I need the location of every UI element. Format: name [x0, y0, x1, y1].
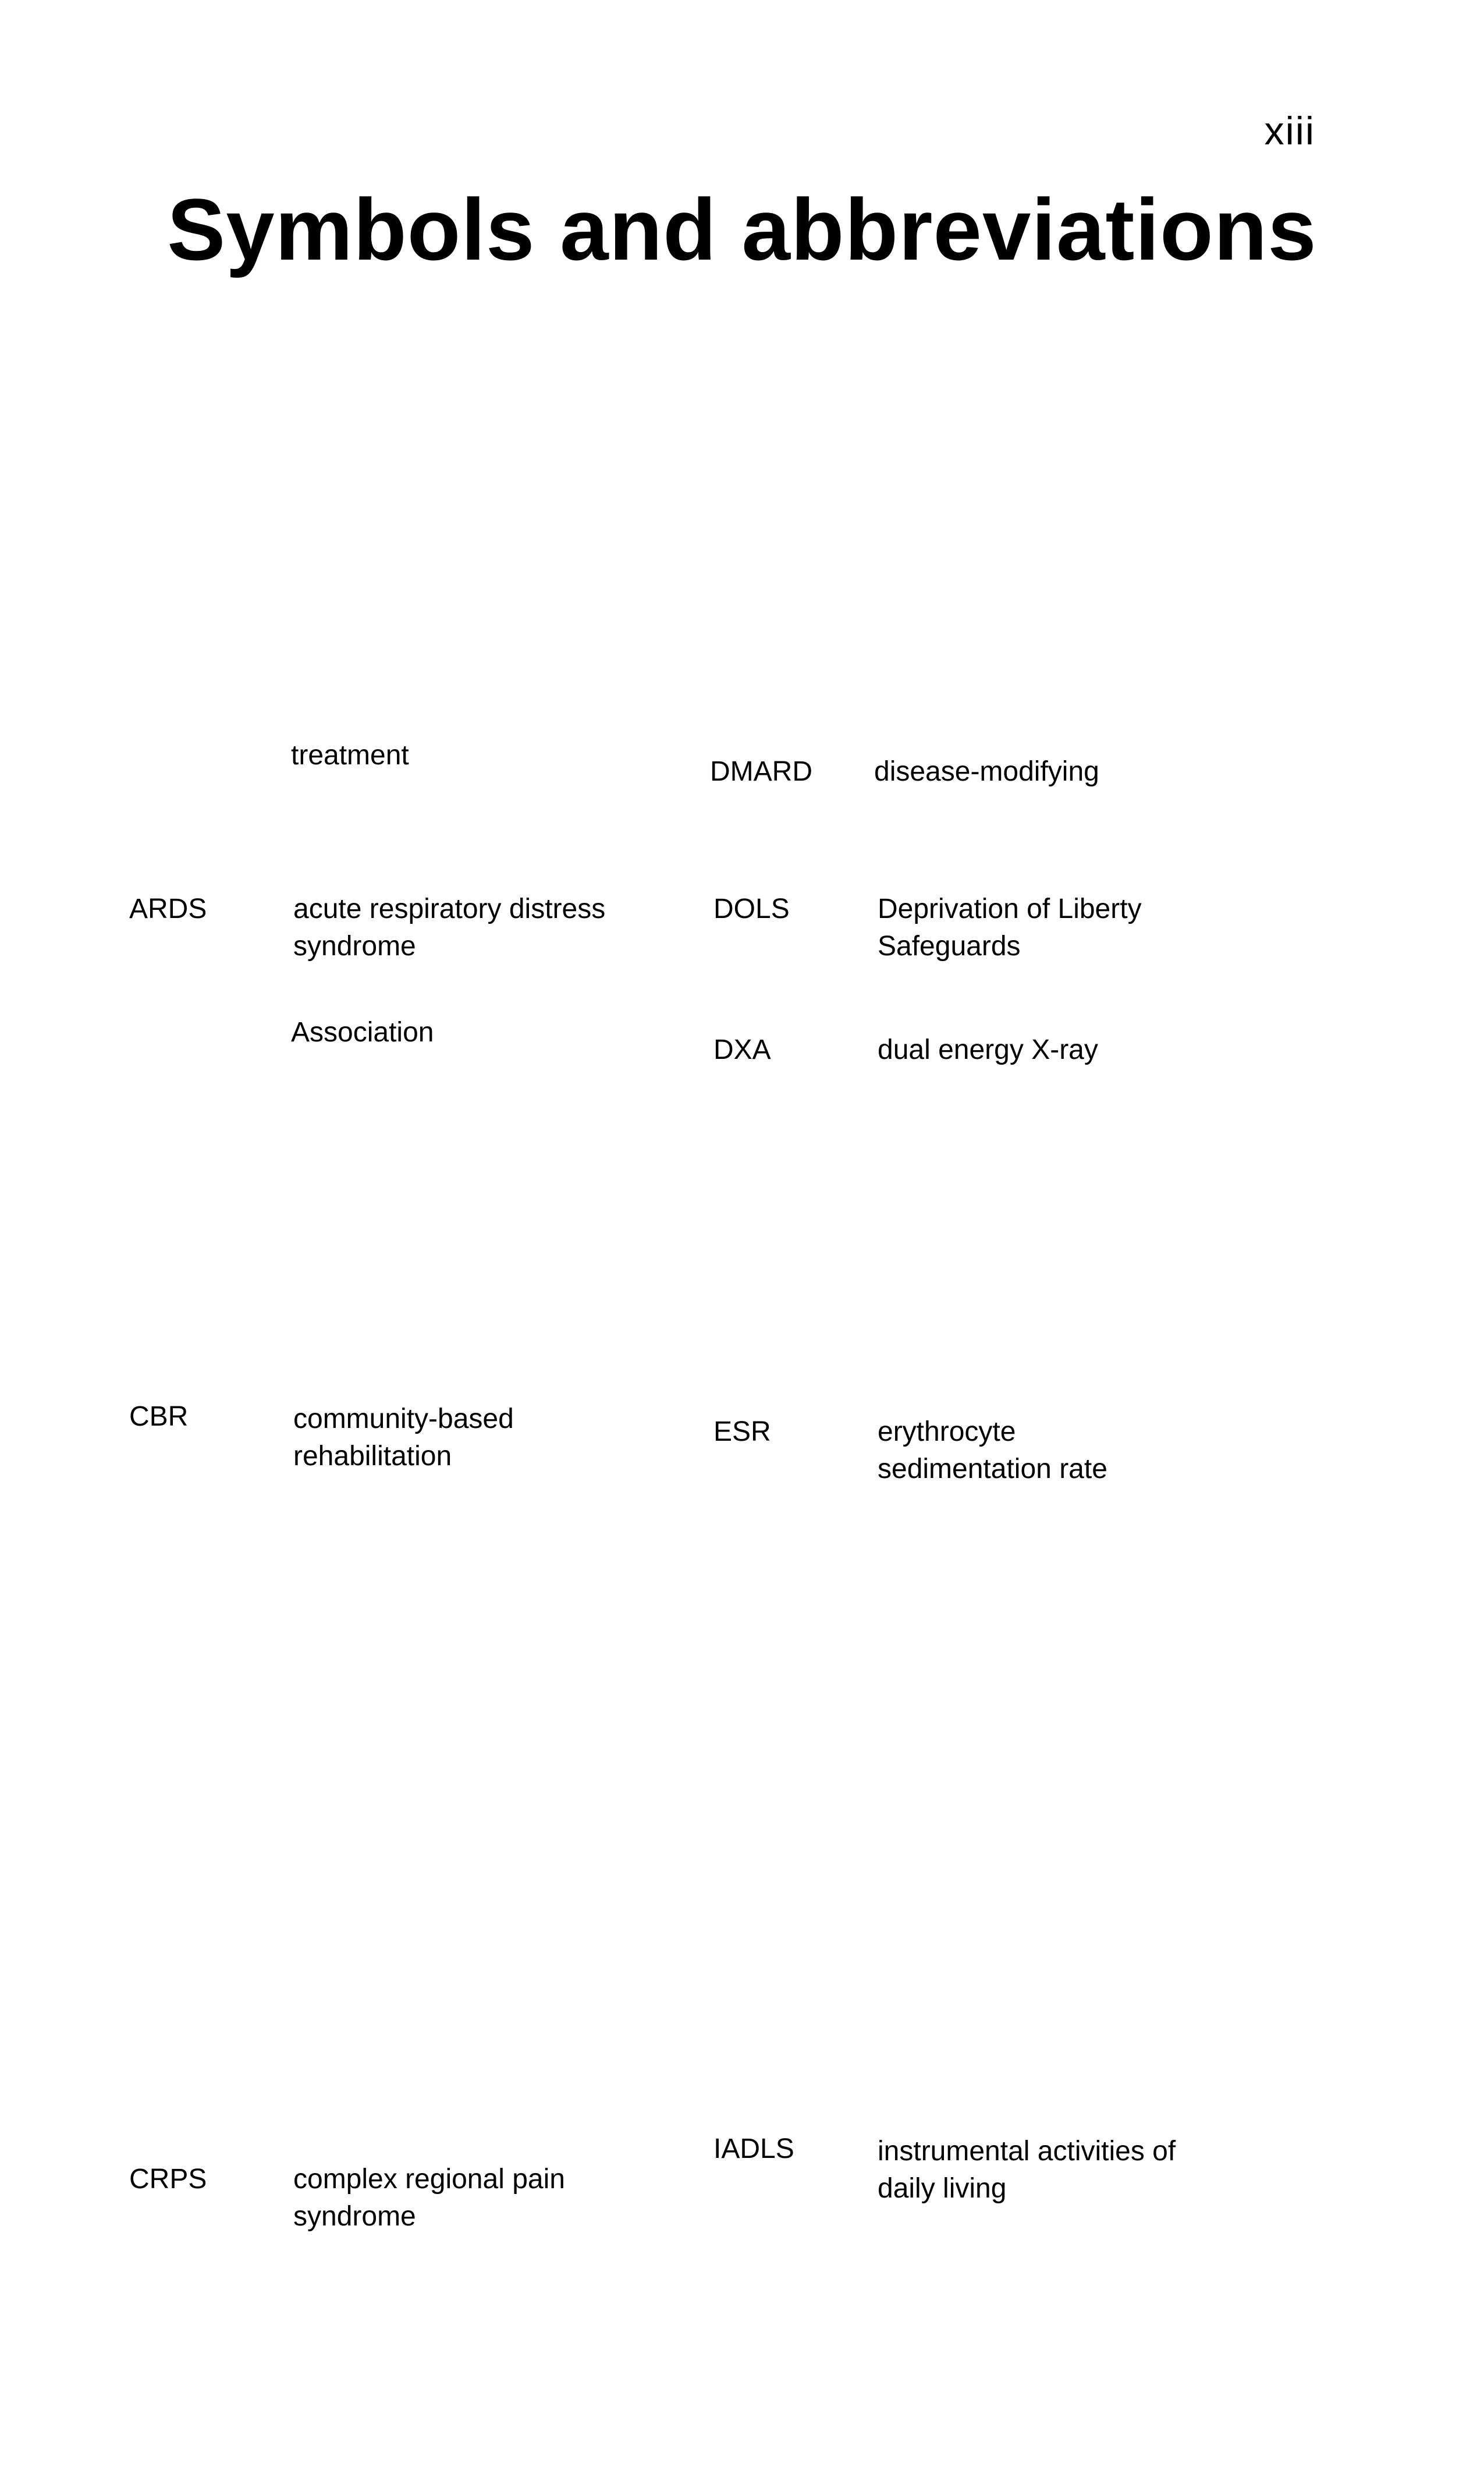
definition-iadls-line2: daily living	[878, 2173, 1007, 2204]
definition-cbr-line2: rehabilitation	[293, 1441, 452, 1472]
abbr-crps: CRPS	[129, 2164, 207, 2195]
definition-association: Association	[291, 1017, 434, 1048]
definition-dols-line2: Safeguards	[878, 931, 1021, 962]
page-number: xiii	[1264, 109, 1315, 153]
abbr-dxa: DXA	[713, 1034, 771, 1065]
abbr-cbr: CBR	[129, 1401, 189, 1432]
abbr-dols: DOLS	[713, 894, 790, 924]
entry-cbr-abbr-clip	[129, 1401, 246, 1442]
definition-ards-line1: acute respiratory distress	[293, 894, 606, 924]
entry-dxa	[713, 1032, 1237, 1065]
definition-cbr-line1: community-based	[293, 1403, 514, 1434]
definition-dxa: dual energy X-ray	[878, 1034, 1098, 1065]
entry-iadls-abbr-clip	[713, 2133, 830, 2172]
definition-ards-line2: syndrome	[293, 931, 416, 962]
definition-crps-line1: complex regional pain	[293, 2164, 565, 2195]
entry-dmard	[710, 753, 1234, 792]
definition-dols-line1: Deprivation of Liberty	[878, 894, 1142, 924]
definition-esr-line1: erythrocyte	[878, 1416, 1016, 1447]
abbr-ards: ARDS	[129, 894, 207, 924]
entry-cbr	[293, 1403, 701, 1489]
definition-crps-line2: syndrome	[293, 2201, 416, 2232]
definition-dmard: disease-modifying	[874, 756, 1099, 787]
entry-treatment-fragment	[291, 740, 640, 787]
abbr-dmard: DMARD	[710, 756, 812, 787]
entry-esr	[713, 1413, 1237, 1486]
definition-esr-line2: sedimentation rate	[878, 1454, 1107, 1484]
abbr-esr: ESR	[713, 1416, 771, 1447]
entry-association-fragment	[291, 1018, 640, 1064]
definition-treatment: treatment	[291, 740, 409, 771]
entry-iadls	[878, 2136, 1285, 2225]
definition-iadls-line1: instrumental activities of	[878, 2136, 1176, 2167]
page-title: Symbols and abbreviations	[167, 180, 1317, 278]
abbr-iadls: IADLS	[713, 2133, 794, 2164]
